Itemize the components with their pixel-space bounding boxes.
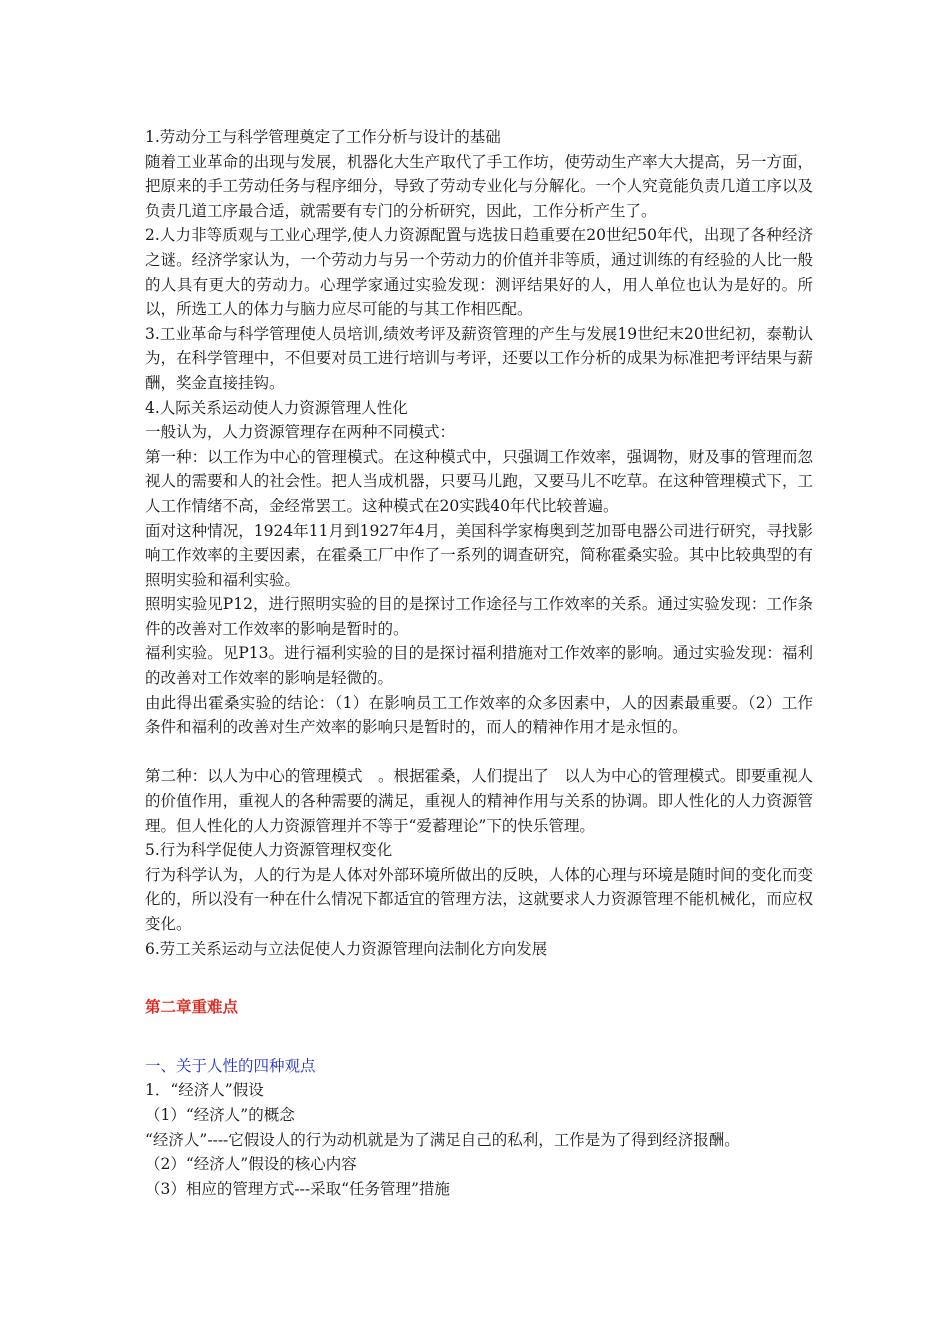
paragraph-1-body: 随着工业革命的出现与发展，机器化大生产取代了手工作坊，使劳动生产率大大提高，另一方面，把原来的手工劳动任务与程序细分，导致了劳动专业化与分解化。一个人究竟能负责几道工序以及负责几道工序最合适，就需要有专门的分析研究，因此，工作分析产生了。 [145,152,813,220]
paragraph-5-heading: 5.行为科学促使人力资源管理权变化 [145,841,393,860]
paragraph-3: 3.工业革命与科学管理使人员培训,绩效考评及薪资管理的产生与发展19世纪末20世纪初，泰勒认为，在科学管理中，不但要对员工进行培训与考评，还要以工作分析的成果为标准把考评结果与薪酬，奖金直接挂钩。 [145,324,813,392]
paragraph-mode-one: 第一种：以工作为中心的管理模式。在这种模式中，只强调工作效率，强调物，财及事的管理而忽视人的需要和人的社会性。把人当成机器，只要马儿跑，又要马儿不吃草。在这种管理模式下，工人工作情绪不高，金经常罢工。这种模式在20实践40年代比较普遍。 [145,447,813,515]
paragraph-4-intro: 一般认为，人力资源管理存在两种不同模式： [145,423,456,442]
chapter-item-concept: （1）“经济人”的概念 [145,1105,295,1124]
paragraph-4-heading: 4.人际关系运动使人力资源管理人性化 [145,398,408,417]
paragraph-6-heading: 6.劳工关系运动与立法促使人力资源管理向法制化方向发展 [145,939,548,958]
blank-line [145,1020,813,1054]
paragraph-hawthorne-conclusion: 由此得出霍桑实验的结论：（1）在影响员工工作效率的众多因素中，人的因素最重要。（2）工作条件和福利的改善对生产效率的影响只是暂时的，而人的精神作用才是永恒的。 [145,693,813,737]
chapter-item-definition: “经济人”----它假设人的行为动机就是为了满足自己的私利，工作是为了得到经济报酬。 [145,1130,740,1149]
paragraph-1-heading: 1.劳动分工与科学管理奠定了工作分析与设计的基础 [145,128,501,146]
paragraph-5-body: 行为科学认为，人的行为是人体对外部环境所做出的反映，人体的心理与环境是随时间的变化而变化的，所以没有一种在什么情况下都适宜的管理方法，这就要求人力资源管理不能机械化，而应权变化。 [145,865,813,933]
paragraph-welfare-experiment: 福利实验。见P13。进行福利实验的目的是探讨福利措施对工作效率的影响。通过实验发现：福利的改善对工作效率的影响是轻微的。 [145,644,813,688]
chapter-heading: 第二章重难点 [145,997,239,1017]
paragraph-hawthorne: 面对这种情况，1924年11月到1927年4月，美国科学家梅奥到芝加哥电器公司进行研究，寻找影响工作效率的主要因素，在霍桑工厂中作了一系列的调查研究，简称霍桑实验。其中比较典型的有照明实验和福利实验。 [145,521,813,589]
chapter-item-management-style: （3）相应的管理方式---采取“任务管理”措施 [145,1179,450,1198]
paragraph-2: 2.人力非等质观与工业心理学,使人力资源配置与选拔日趋重要在20世纪50年代，出现了各种经济之谜。经济学家认为，一个劳动力与另一个劳动力的价值并非等质，通过训练的有经验的人比一般的人具有更大的劳动力。心理学家通过实验发现：测评结果好的人，用人单位也认为是好的。所以，所选工人的体力与脑力应尽可能的与其工作相匹配。 [145,226,813,319]
chapter-item-economic-man: 1．“经济人”假设 [145,1081,264,1100]
paragraph-mode-two: 第二种：以人为中心的管理模式 。根据霍桑，人们提出了 以人为中心的管理模式。即要重视人的价值作用，重视人的各种需要的满足，重视人的精神作用与关系的协调。即人性化的人力资源管理。但人性化的人力资源管理并不等于“爱蓄理论”下的快乐管理。 [145,767,813,835]
document-body [145,125,813,1201]
blank-line [145,740,813,765]
chapter-item-core-content: （2）“经济人”假设的核心内容 [145,1155,357,1174]
paragraph-lighting-experiment: 照明实验见P12，进行照明实验的目的是探讨工作途径与工作效率的关系。通过实验发现：工作条件的改善对工作效率的影响是暂时的。 [145,595,813,638]
blank-line [145,961,813,995]
section-heading: 一、关于人性的四种观点 [145,1056,316,1075]
